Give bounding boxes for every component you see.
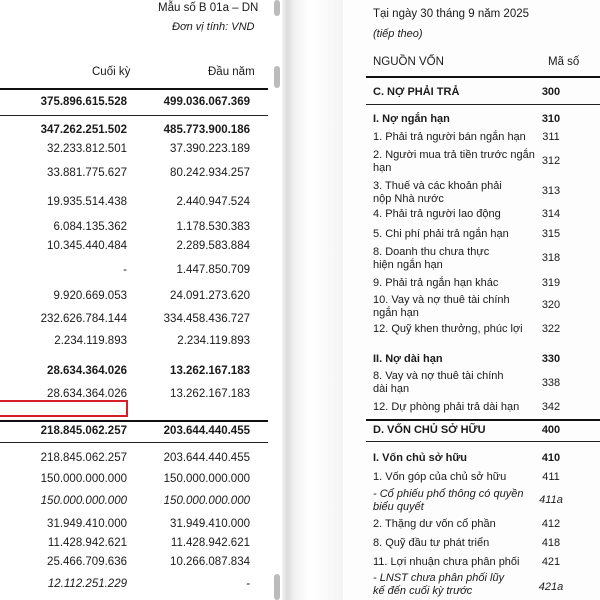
row-rule [366, 104, 600, 105]
col-header-end: Cuối kỳ [92, 66, 131, 78]
row-label: C. NỢ PHẢI TRẢ [373, 86, 460, 98]
section-rule [366, 419, 600, 421]
row-label: D. VỐN CHỦ SỞ HỮU [373, 424, 486, 436]
row-label: 10. Vay và nợ thuê tài chính ngắn hạn [373, 294, 510, 319]
row-rule [0, 115, 268, 116]
unit-label: Đơn vị tính: VND [172, 21, 255, 33]
row-start-value: 485.773.900.186 [163, 124, 250, 136]
header-rule [366, 76, 600, 78]
row-end-value: 232.626.784.144 [40, 313, 127, 325]
row-rule [0, 442, 268, 443]
row-start-value: 203.644.440.455 [163, 425, 250, 437]
row-label: I. Vốn chủ sở hữu [373, 452, 468, 464]
row-label: - LNST chưa phân phối lũy kế đến cuối kỳ trước [373, 572, 505, 597]
header-rule [0, 88, 268, 90]
row-start-value: 1.178.530.383 [176, 221, 250, 233]
row-label: 5. Chi phí phải trả ngắn hạn [373, 228, 509, 240]
row-start-value: - [246, 578, 250, 590]
row-start-value: 80.242.934.257 [170, 167, 250, 179]
row-code: 311 [542, 131, 560, 143]
row-end-value: - [123, 264, 127, 276]
scrollbar-thumb[interactable] [274, 66, 280, 88]
row-start-value: 150.000.000.000 [163, 495, 250, 507]
row-end-value: 218.845.062.257 [40, 425, 127, 437]
row-label: 2. Người mua trả tiền trước ngắn hạn [373, 149, 535, 174]
row-label: II. Nợ dài hạn [373, 353, 443, 365]
row-label: 11. Lợi nhuận chưa phân phối [373, 556, 520, 568]
row-end-value: 375.896.615.528 [40, 96, 127, 108]
row-start-value: 13.262.167.183 [170, 388, 250, 400]
row-code: 410 [541, 452, 561, 464]
row-end-value: 31.949.410.000 [47, 518, 127, 530]
row-code: 418 [541, 537, 561, 549]
row-start-value: 1.447.850.709 [176, 264, 250, 276]
row-start-value: 10.266.087.834 [170, 556, 250, 568]
row-end-value: 12.112.251.229 [47, 578, 127, 590]
row-end-value: 347.262.251.502 [40, 124, 127, 136]
section-rule [0, 420, 268, 422]
row-start-value: 499.036.067.369 [163, 96, 250, 108]
form-code: Mẫu số B 01a – DN [158, 2, 259, 14]
row-end-value: 25.466.709.636 [47, 556, 127, 568]
row-label: 12. Dự phòng phải trả dài hạn [373, 401, 520, 413]
row-code: 421a [538, 581, 564, 593]
row-code: 412 [541, 518, 561, 530]
row-rule [366, 441, 600, 442]
row-start-value: 203.644.440.455 [163, 452, 250, 464]
row-code: 338 [541, 377, 561, 389]
page-gutter [282, 0, 343, 600]
row-start-value: 24.091.273.620 [170, 290, 250, 302]
row-code: 330 [541, 353, 561, 365]
row-start-value: 2.440.947.524 [176, 196, 250, 208]
row-start-value: 13.262.167.183 [170, 365, 250, 377]
row-label: 9. Phải trả ngắn hạn khác [373, 277, 499, 289]
row-code: 421 [541, 556, 561, 568]
row-code: 411a [539, 494, 563, 506]
row-label: 8. Quỹ đầu tư phát triển [373, 537, 490, 549]
row-label: 8. Doanh thu chưa thực hiện ngắn hạn [373, 246, 490, 271]
row-label: - Cổ phiếu phổ thông có quyền biểu quyết [373, 488, 524, 513]
row-code: 313 [541, 185, 561, 197]
row-end-value: 218.845.062.257 [40, 452, 127, 464]
row-end-value: 28.634.364.026 [47, 388, 127, 400]
scrollbar-thumb[interactable] [274, 0, 280, 16]
row-label: 1. Phải trả người bán ngắn hạn [373, 131, 526, 143]
highlight-box [0, 400, 128, 417]
col-header-code: Mã số [548, 56, 580, 68]
report-date: Tại ngày 30 tháng 9 năm 2025 [373, 8, 530, 20]
row-end-value: 32.233.812.501 [47, 143, 127, 155]
row-code: 315 [541, 228, 561, 240]
row-label: 8. Vay và nợ thuê tài chính dài hạn [373, 370, 504, 395]
row-end-value: 150.000.000.000 [40, 473, 127, 485]
row-code: 342 [541, 401, 561, 413]
row-end-value: 19.935.514.438 [47, 196, 127, 208]
row-code: 411 [542, 471, 560, 483]
col-header-start: Đầu năm [208, 66, 255, 78]
row-label: 1. Vốn góp của chủ sở hữu [373, 471, 507, 483]
row-label: 12. Quỹ khen thưởng, phúc lợi [373, 323, 523, 335]
row-end-value: 28.634.364.026 [47, 365, 127, 377]
row-end-value: 10.345.440.484 [47, 240, 127, 252]
row-label: 2. Thặng dư vốn cổ phần [373, 518, 496, 530]
row-code: 310 [541, 113, 561, 125]
row-code: 300 [541, 86, 561, 98]
row-start-value: 334.458.436.727 [163, 313, 250, 325]
row-code: 319 [541, 277, 561, 289]
row-start-value: 2.234.119.893 [177, 335, 250, 347]
row-start-value: 11.428.942.621 [170, 537, 250, 549]
scrollbar-thumb[interactable] [274, 574, 280, 600]
left-page [0, 0, 282, 600]
row-label: 4. Phải trả người lao động [373, 208, 501, 220]
col-header-source: NGUỒN VỐN [373, 56, 444, 68]
row-code: 400 [541, 424, 561, 436]
row-start-value: 37.390.223.189 [170, 143, 250, 155]
row-label: 3. Thuế và các khoản phải nộp Nhà nước [373, 180, 502, 205]
row-end-value: 2.234.119.893 [54, 335, 127, 347]
row-end-value: 9.920.669.053 [53, 290, 127, 302]
row-start-value: 2.289.583.884 [176, 240, 250, 252]
continued-label: (tiếp theo) [373, 28, 423, 40]
row-code: 312 [541, 155, 561, 167]
row-code: 318 [541, 252, 561, 264]
row-end-value: 150.000.000.000 [40, 495, 127, 507]
row-start-value: 150.000.000.000 [163, 473, 250, 485]
row-end-value: 11.428.942.621 [47, 537, 127, 549]
row-code: 320 [541, 299, 561, 311]
row-end-value: 6.084.135.362 [53, 221, 127, 233]
row-end-value: 33.881.775.627 [47, 167, 127, 179]
row-start-value: 31.949.410.000 [170, 518, 250, 530]
row-code: 314 [541, 208, 561, 220]
row-code: 322 [541, 323, 561, 335]
row-label: I. Nợ ngắn hạn [373, 113, 450, 125]
